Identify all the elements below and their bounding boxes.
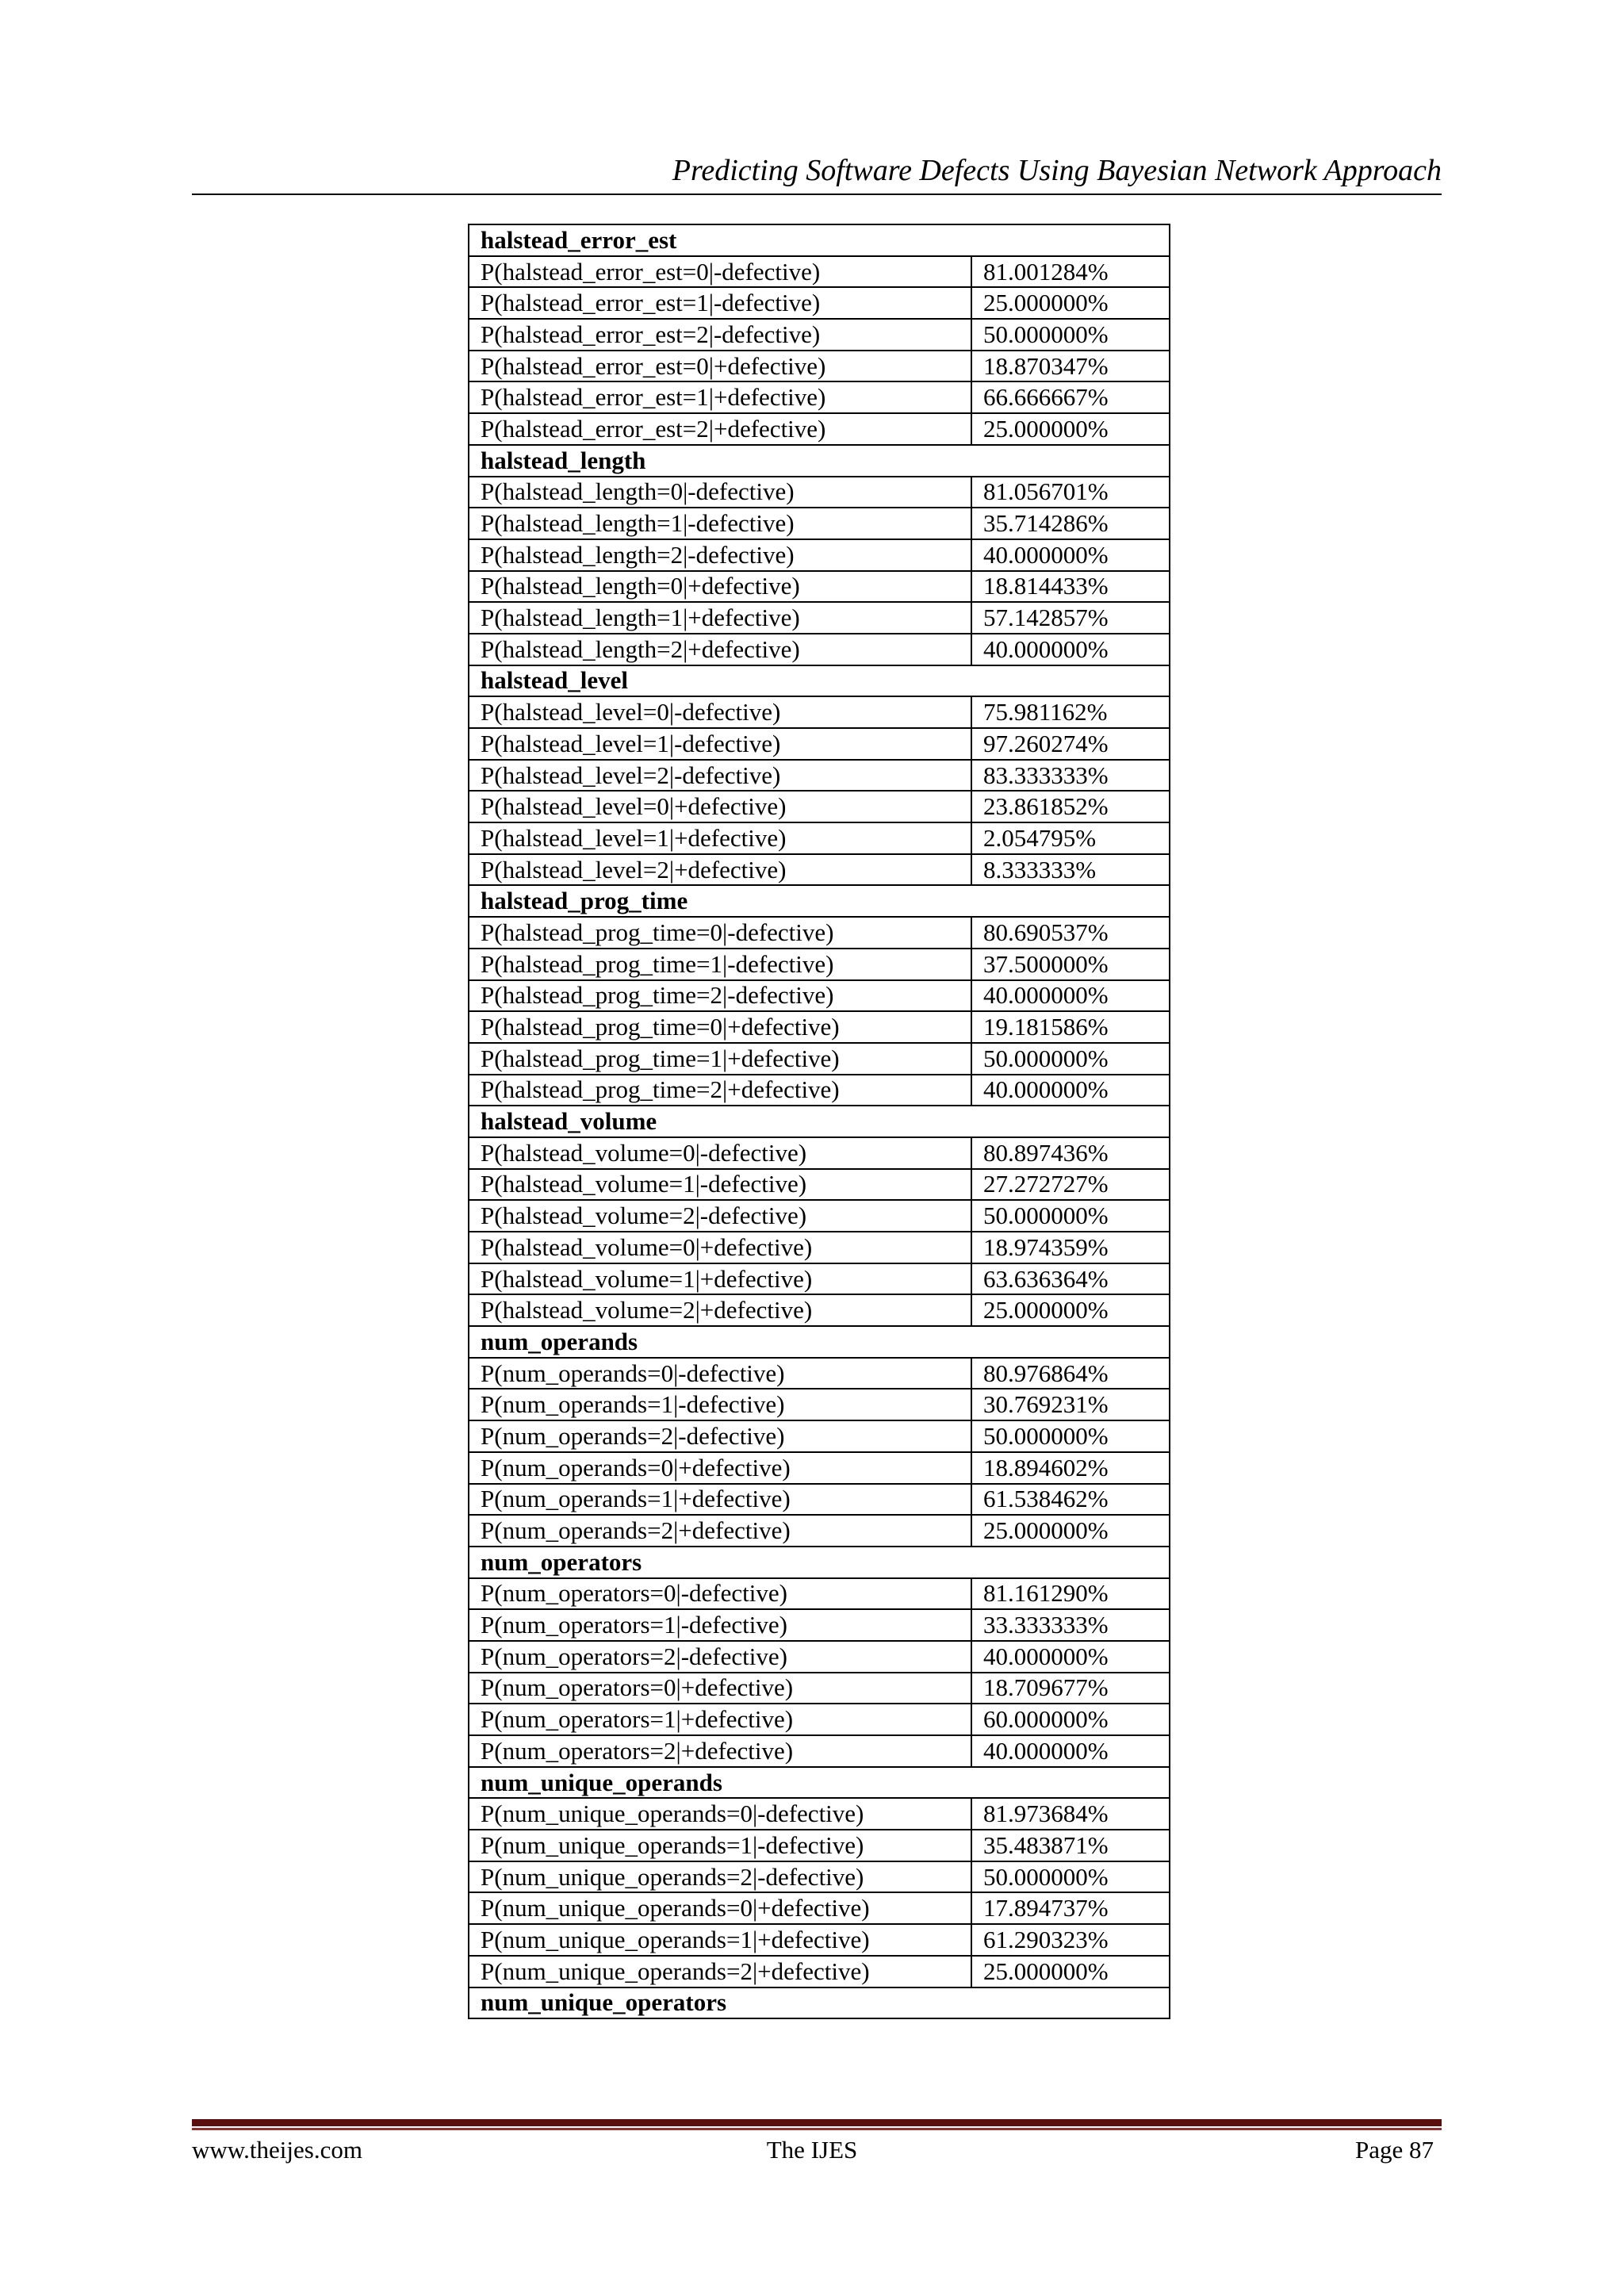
probability-label: P(num_unique_operands=2|+defective) [469,1956,971,1987]
probability-label: P(halstead_prog_time=2|-defective) [469,980,971,1012]
table-row [469,1137,1170,1169]
table-row [469,791,1170,822]
probability-value: 35.714286% [971,508,1170,539]
probability-label: P(num_operands=0|+defective) [469,1452,971,1484]
probability-table [468,224,1170,2019]
probability-label: P(halstead_prog_time=1|+defective) [469,1043,971,1075]
probability-label: P(num_operands=0|-defective) [469,1358,971,1389]
table-row [469,1830,1170,1861]
probability-value: 66.666667% [971,381,1170,413]
probability-label: P(halstead_prog_time=1|-defective) [469,949,971,980]
probability-value: 75.981162% [971,696,1170,728]
probability-value: 40.000000% [971,1075,1170,1106]
probability-label: P(halstead_level=0|-defective) [469,696,971,728]
probability-value: 18.709677% [971,1673,1170,1704]
group-header-row [469,224,1170,256]
probability-label: P(halstead_volume=0|+defective) [469,1232,971,1263]
footer-website: www.theijes.com [192,2136,362,2164]
probability-value: 63.636364% [971,1263,1170,1295]
table-row [469,1232,1170,1263]
table-row [469,1924,1170,1956]
group-title: num_operators [469,1547,1170,1578]
probability-value: 17.894737% [971,1892,1170,1924]
table-row [469,1011,1170,1043]
probability-value: 40.000000% [971,1641,1170,1673]
table-row [469,508,1170,539]
probability-label: P(num_operators=1|+defective) [469,1704,971,1735]
group-header-row [469,1106,1170,1137]
probability-label: P(num_operators=1|-defective) [469,1609,971,1641]
group-title: num_unique_operators [469,1987,1170,2019]
probability-label: P(halstead_error_est=0|+defective) [469,351,971,382]
table-row [469,1043,1170,1075]
footer-journal: The IJES [766,2136,858,2164]
probability-label: P(halstead_prog_time=0|+defective) [469,1011,971,1043]
group-header-row [469,665,1170,697]
probability-label: P(num_operands=2|-defective) [469,1420,971,1452]
probability-label: P(num_operators=2|+defective) [469,1735,971,1767]
table-row [469,1484,1170,1516]
table-row [469,1200,1170,1232]
table-row [469,1673,1170,1704]
table-row [469,1294,1170,1326]
probability-label: P(halstead_level=2|+defective) [469,854,971,886]
table-row [469,1641,1170,1673]
probability-value: 50.000000% [971,1861,1170,1893]
probability-value: 80.976864% [971,1358,1170,1389]
group-header-row [469,1547,1170,1578]
group-title: halstead_error_est [469,224,1170,256]
probability-value: 50.000000% [971,1200,1170,1232]
probability-label: P(halstead_prog_time=0|-defective) [469,917,971,949]
group-header-row [469,885,1170,917]
probability-table-body [469,224,1170,2018]
probability-label: P(num_operators=2|-defective) [469,1641,971,1673]
probability-label: P(halstead_volume=0|-defective) [469,1137,971,1169]
probability-value: 25.000000% [971,1294,1170,1326]
table-row [469,634,1170,665]
probability-label: P(halstead_length=0|+defective) [469,571,971,603]
table-row [469,760,1170,792]
table-row [469,1389,1170,1420]
group-header-row [469,1987,1170,2019]
header-rule [192,194,1442,195]
table-row [469,696,1170,728]
probability-value: 81.056701% [971,477,1170,508]
probability-value: 60.000000% [971,1704,1170,1735]
probability-value: 61.538462% [971,1484,1170,1516]
table-row [469,1075,1170,1106]
probability-value: 19.181586% [971,1011,1170,1043]
probability-label: P(num_unique_operands=2|-defective) [469,1861,971,1893]
table-row [469,287,1170,319]
probability-value: 40.000000% [971,1735,1170,1767]
table-row [469,1169,1170,1201]
probability-value: 33.333333% [971,1609,1170,1641]
table-row [469,1578,1170,1610]
table-row [469,980,1170,1012]
probability-value: 50.000000% [971,1043,1170,1075]
table-row [469,1735,1170,1767]
footer-page-number: Page 87 [1354,2136,1434,2164]
probability-value: 37.500000% [971,949,1170,980]
probability-value: 80.690537% [971,917,1170,949]
table-row [469,1515,1170,1547]
table-row [469,1452,1170,1484]
probability-label: P(halstead_level=1|+defective) [469,822,971,854]
probability-value: 18.814433% [971,571,1170,603]
group-header-row [469,1326,1170,1358]
probability-value: 8.333333% [971,854,1170,886]
probability-label: P(halstead_prog_time=2|+defective) [469,1075,971,1106]
probability-value: 35.483871% [971,1830,1170,1861]
footer-rule [192,2119,1442,2126]
table-row [469,1609,1170,1641]
probability-value: 2.054795% [971,822,1170,854]
probability-value: 25.000000% [971,287,1170,319]
probability-label: P(halstead_length=1|+defective) [469,602,971,634]
probability-value: 40.000000% [971,634,1170,665]
probability-label: P(halstead_error_est=1|+defective) [469,381,971,413]
table-row [469,256,1170,288]
probability-value: 18.894602% [971,1452,1170,1484]
probability-label: P(halstead_level=2|-defective) [469,760,971,792]
probability-label: P(num_unique_operands=0|+defective) [469,1892,971,1924]
table-row [469,1420,1170,1452]
table-row [469,1956,1170,1987]
table-row [469,1798,1170,1830]
probability-value: 30.769231% [971,1389,1170,1420]
probability-label: P(halstead_error_est=2|-defective) [469,319,971,351]
table-row [469,319,1170,351]
table-row [469,351,1170,382]
probability-value: 18.870347% [971,351,1170,382]
footer-rule-accent [192,2128,1442,2130]
probability-label: P(halstead_level=0|+defective) [469,791,971,822]
table-row [469,822,1170,854]
probability-label: P(halstead_error_est=1|-defective) [469,287,971,319]
table-row [469,1263,1170,1295]
table-row [469,1704,1170,1735]
group-title: num_unique_operands [469,1767,1170,1799]
running-header: Predicting Software Defects Using Bayesian Network Approach [672,154,1442,187]
table-row [469,854,1170,886]
probability-label: P(num_unique_operands=1|-defective) [469,1830,971,1861]
probability-label: P(halstead_volume=2|-defective) [469,1200,971,1232]
probability-label: P(num_operators=0|+defective) [469,1673,971,1704]
table-row [469,728,1170,760]
probability-value: 50.000000% [971,1420,1170,1452]
probability-label: P(halstead_error_est=0|-defective) [469,256,971,288]
table-row [469,1861,1170,1893]
group-title: halstead_volume [469,1106,1170,1137]
probability-label: P(halstead_length=0|-defective) [469,477,971,508]
probability-label: P(halstead_volume=1|-defective) [469,1169,971,1201]
probability-value: 97.260274% [971,728,1170,760]
probability-label: P(num_operators=0|-defective) [469,1578,971,1610]
probability-value: 18.974359% [971,1232,1170,1263]
group-header-row [469,445,1170,477]
probability-value: 23.861852% [971,791,1170,822]
probability-value: 83.333333% [971,760,1170,792]
probability-value: 25.000000% [971,1956,1170,1987]
probability-label: P(halstead_level=1|-defective) [469,728,971,760]
probability-value: 81.161290% [971,1578,1170,1610]
probability-label: P(num_unique_operands=1|+defective) [469,1924,971,1956]
probability-value: 61.290323% [971,1924,1170,1956]
probability-value: 27.272727% [971,1169,1170,1201]
group-title: halstead_length [469,445,1170,477]
probability-label: P(halstead_length=2|-defective) [469,539,971,571]
probability-label: P(num_operands=1|+defective) [469,1484,971,1516]
probability-label: P(num_operands=2|+defective) [469,1515,971,1547]
probability-label: P(halstead_error_est=2|+defective) [469,413,971,445]
table-row [469,1892,1170,1924]
probability-label: P(halstead_length=2|+defective) [469,634,971,665]
table-row [469,571,1170,603]
table-row [469,949,1170,980]
table-row [469,539,1170,571]
group-title: halstead_level [469,665,1170,697]
table-row [469,477,1170,508]
table-row [469,1358,1170,1389]
probability-value: 40.000000% [971,980,1170,1012]
table-row [469,413,1170,445]
probability-value: 80.897436% [971,1137,1170,1169]
group-header-row [469,1767,1170,1799]
probability-label: P(num_unique_operands=0|-defective) [469,1798,971,1830]
probability-value: 81.973684% [971,1798,1170,1830]
probability-label: P(halstead_length=1|-defective) [469,508,971,539]
probability-value: 25.000000% [971,413,1170,445]
group-title: num_operands [469,1326,1170,1358]
probability-label: P(halstead_volume=2|+defective) [469,1294,971,1326]
probability-value: 40.000000% [971,539,1170,571]
table-row [469,381,1170,413]
probability-label: P(halstead_volume=1|+defective) [469,1263,971,1295]
probability-value: 50.000000% [971,319,1170,351]
group-title: halstead_prog_time [469,885,1170,917]
table-row [469,602,1170,634]
probability-value: 57.142857% [971,602,1170,634]
table-row [469,917,1170,949]
probability-label: P(num_operands=1|-defective) [469,1389,971,1420]
probability-value: 81.001284% [971,256,1170,288]
probability-value: 25.000000% [971,1515,1170,1547]
